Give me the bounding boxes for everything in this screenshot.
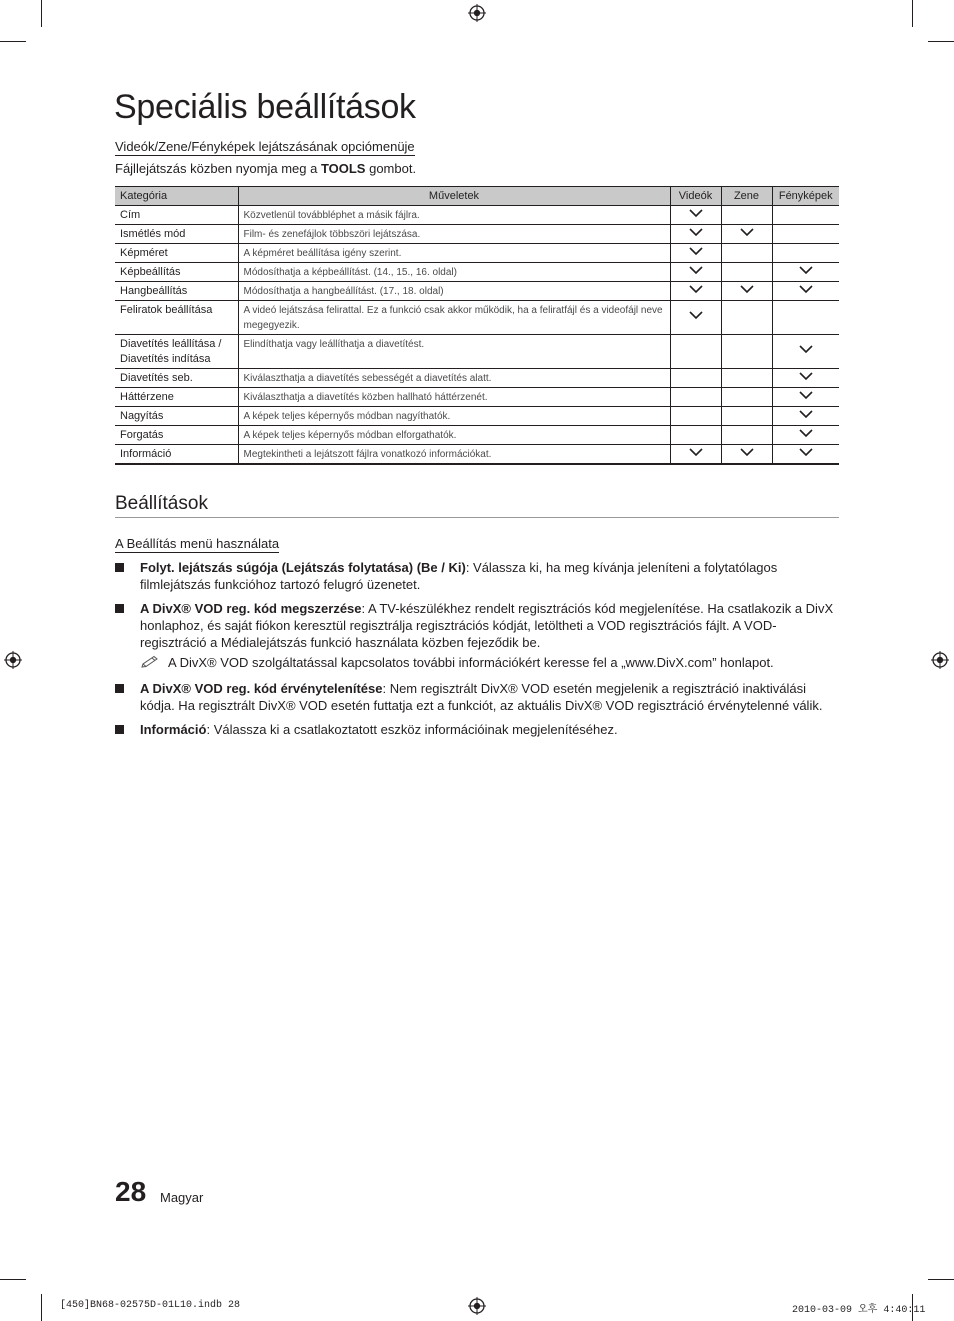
check-icon	[688, 265, 704, 275]
check-icon	[688, 310, 704, 320]
category-cell: Forgatás	[115, 426, 238, 445]
check-icon	[688, 246, 704, 256]
videos-mark-cell	[670, 244, 721, 263]
videos-mark-cell	[670, 263, 721, 282]
settings-note: A DivX® VOD szolgáltatással kapcsolatos további információkért keresse fel a „www.DivX.com” honlapot.	[140, 654, 774, 671]
music-mark-cell	[721, 206, 772, 225]
settings-bullet-resume: Folyt. lejátszás súgója (Lejátszás folytatása) (Be / Ki): Válassza ki, ha meg kívánja jeleníteni a folytatólagos filmlejátszás funkcióhoz tartozó felugró üzenetet.	[115, 559, 839, 593]
check-icon	[688, 208, 704, 218]
table-header-row	[115, 187, 839, 206]
photos-mark-cell	[772, 225, 839, 244]
videos-mark-cell	[670, 282, 721, 301]
page-language: Magyar	[160, 1190, 204, 1205]
photos-mark-cell	[772, 244, 839, 263]
operation-cell: Kiválaszthatja a diavetítés sebességét a diavetítés alatt.	[238, 369, 670, 388]
operation-cell: Módosíthatja a hangbeállítást. (17., 18. oldal)	[238, 282, 670, 301]
crop-mark	[928, 41, 954, 42]
bullet-square-icon	[115, 725, 124, 734]
operation-cell: A képméret beállítása igény szerint.	[238, 244, 670, 263]
photos-mark-cell	[772, 263, 839, 282]
category-cell: Hangbeállítás	[115, 282, 238, 301]
videos-mark-cell	[670, 388, 721, 407]
category-cell: Feliratok beállítása	[115, 301, 238, 335]
settings-bullet-divx-register: A DivX® VOD reg. kód megszerzése: A TV-készülékhez rendelt regisztrációs kód megjelenítése. Ha csatlakozik a DivX honlaphoz, és saját fiókon keresztül regisztrálja regisztrációs kódját, letöltheti a VOD regisztrációs fájlt. A VOD-regisztráció a Médialejátszás funkció használata közben fejeződik be.	[115, 600, 839, 651]
videos-mark-cell	[670, 335, 721, 369]
check-icon	[739, 447, 755, 457]
crop-mark	[41, 1294, 42, 1321]
options-table	[115, 186, 839, 465]
check-icon	[739, 284, 755, 294]
videos-mark-cell	[670, 426, 721, 445]
videos-mark-cell	[670, 369, 721, 388]
category-cell: Képméret	[115, 244, 238, 263]
photos-mark-cell	[772, 426, 839, 445]
check-icon	[688, 447, 704, 457]
tools-key: TOOLS	[320, 161, 366, 176]
operation-cell: Közvetlenül továbbléphet a másik fájlra.	[238, 206, 670, 225]
check-icon	[798, 390, 814, 400]
registration-mark-icon	[468, 4, 486, 22]
operation-cell: Film- és zenefájlok többszöri lejátszása.	[238, 225, 670, 244]
media-menu-heading: Videók/Zene/Fényképek lejátszásának opciómenüje	[115, 139, 415, 154]
table-row	[115, 426, 839, 445]
settings-bullet-divx-deactivate: A DivX® VOD reg. kód érvénytelenítése: Nem regisztrált DivX® VOD esetén megjelenik a regisztráció inaktiválási kódja. Ha regisztrált DivX® VOD esetén futtatja ezt a funkciót, az aktuális DivX® VOD regisztráció érvénytelenné válik.	[115, 680, 839, 714]
check-icon	[798, 265, 814, 275]
category-cell: Képbeállítás	[115, 263, 238, 282]
category-cell: Információ	[115, 445, 238, 465]
column-header-music: Zene	[721, 187, 772, 206]
photos-mark-cell	[772, 369, 839, 388]
check-icon	[798, 371, 814, 381]
check-icon	[688, 227, 704, 237]
photos-mark-cell	[772, 282, 839, 301]
check-icon	[798, 447, 814, 457]
column-header-photos: Fényképek	[772, 187, 839, 206]
music-mark-cell	[721, 426, 772, 445]
music-mark-cell	[721, 225, 772, 244]
table-row	[115, 206, 839, 225]
music-mark-cell	[721, 244, 772, 263]
operation-cell: Megtekintheti a lejátszott fájlra vonatkozó információkat.	[238, 445, 670, 465]
check-icon	[688, 284, 704, 294]
page-title: Speciális beállítások	[114, 88, 416, 126]
music-mark-cell	[721, 445, 772, 465]
photos-mark-cell	[772, 206, 839, 225]
operation-cell: A videó lejátszása felirattal. Ez a funkció csak akkor működik, ha a feliratfájl és a videofájl neve megegyezik.	[238, 301, 670, 335]
print-timestamp: 2010-03-09 오후 4:40:11	[792, 1305, 926, 1316]
music-mark-cell	[721, 301, 772, 335]
photos-mark-cell	[772, 445, 839, 465]
music-mark-cell	[721, 369, 772, 388]
photos-mark-cell	[772, 407, 839, 426]
bullet-square-icon	[115, 684, 124, 693]
music-mark-cell	[721, 388, 772, 407]
music-mark-cell	[721, 263, 772, 282]
photos-mark-cell	[772, 301, 839, 335]
videos-mark-cell	[670, 206, 721, 225]
operation-cell: A képek teljes képernyős módban nagyíthatók.	[238, 407, 670, 426]
crop-mark	[0, 41, 26, 42]
table-row	[115, 263, 839, 282]
table-row	[115, 335, 839, 369]
table-row	[115, 282, 839, 301]
media-menu-intro: Fájllejátszás közben nyomja meg a TOOLS gombot.	[115, 161, 417, 176]
category-cell: Nagyítás	[115, 407, 238, 426]
table-row	[115, 244, 839, 263]
bullet-square-icon	[115, 604, 124, 613]
videos-mark-cell	[670, 225, 721, 244]
music-mark-cell	[721, 407, 772, 426]
column-header-operations: Műveletek	[238, 187, 670, 206]
check-icon	[798, 344, 814, 354]
music-mark-cell	[721, 335, 772, 369]
crop-mark	[912, 0, 913, 27]
category-cell: Diavetítés seb.	[115, 369, 238, 388]
music-mark-cell	[721, 282, 772, 301]
category-cell: Ismétlés mód	[115, 225, 238, 244]
settings-bullet-information: Információ: Válassza ki a csatlakoztatott eszköz információinak megjelenítéséhez.	[115, 721, 839, 738]
check-icon	[739, 227, 755, 237]
column-header-category: Kategória	[115, 187, 238, 206]
videos-mark-cell	[670, 407, 721, 426]
table-row	[115, 388, 839, 407]
category-cell: Háttérzene	[115, 388, 238, 407]
settings-section-title: Beállítások	[115, 493, 208, 514]
photos-mark-cell	[772, 388, 839, 407]
settings-subheading: A Beállítás menü használata	[115, 536, 280, 551]
crop-mark	[928, 1279, 954, 1280]
table-row	[115, 369, 839, 388]
category-cell: Cím	[115, 206, 238, 225]
table-row	[115, 445, 839, 465]
page-number: 28	[115, 1176, 147, 1207]
section-divider	[115, 517, 839, 518]
registration-mark-icon	[931, 651, 949, 669]
check-icon	[798, 409, 814, 419]
category-cell: Diavetítés leállítása / Diavetítés indítása	[115, 335, 238, 369]
photos-mark-cell	[772, 335, 839, 369]
operation-cell: Módosíthatja a képbeállítást. (14., 15., 16. oldal)	[238, 263, 670, 282]
bullet-square-icon	[115, 563, 124, 572]
table-row	[115, 225, 839, 244]
operation-cell: Kiválaszthatja a diavetítés közben hallható háttérzenét.	[238, 388, 670, 407]
check-icon	[798, 428, 814, 438]
table-row	[115, 301, 839, 335]
videos-mark-cell	[670, 301, 721, 335]
print-file-info: [450]BN68-02575D-01L10.indb 28	[60, 1300, 241, 1311]
crop-mark	[41, 0, 42, 27]
crop-mark	[0, 1279, 26, 1280]
column-header-videos: Videók	[670, 187, 721, 206]
videos-mark-cell	[670, 445, 721, 465]
note-pencil-icon	[140, 655, 160, 669]
registration-mark-icon	[4, 651, 22, 669]
registration-mark-icon	[468, 1297, 486, 1315]
operation-cell: Elindíthatja vagy leállíthatja a diavetítést.	[238, 335, 670, 369]
table-row	[115, 407, 839, 426]
operation-cell: A képek teljes képernyős módban elforgathatók.	[238, 426, 670, 445]
check-icon	[798, 284, 814, 294]
